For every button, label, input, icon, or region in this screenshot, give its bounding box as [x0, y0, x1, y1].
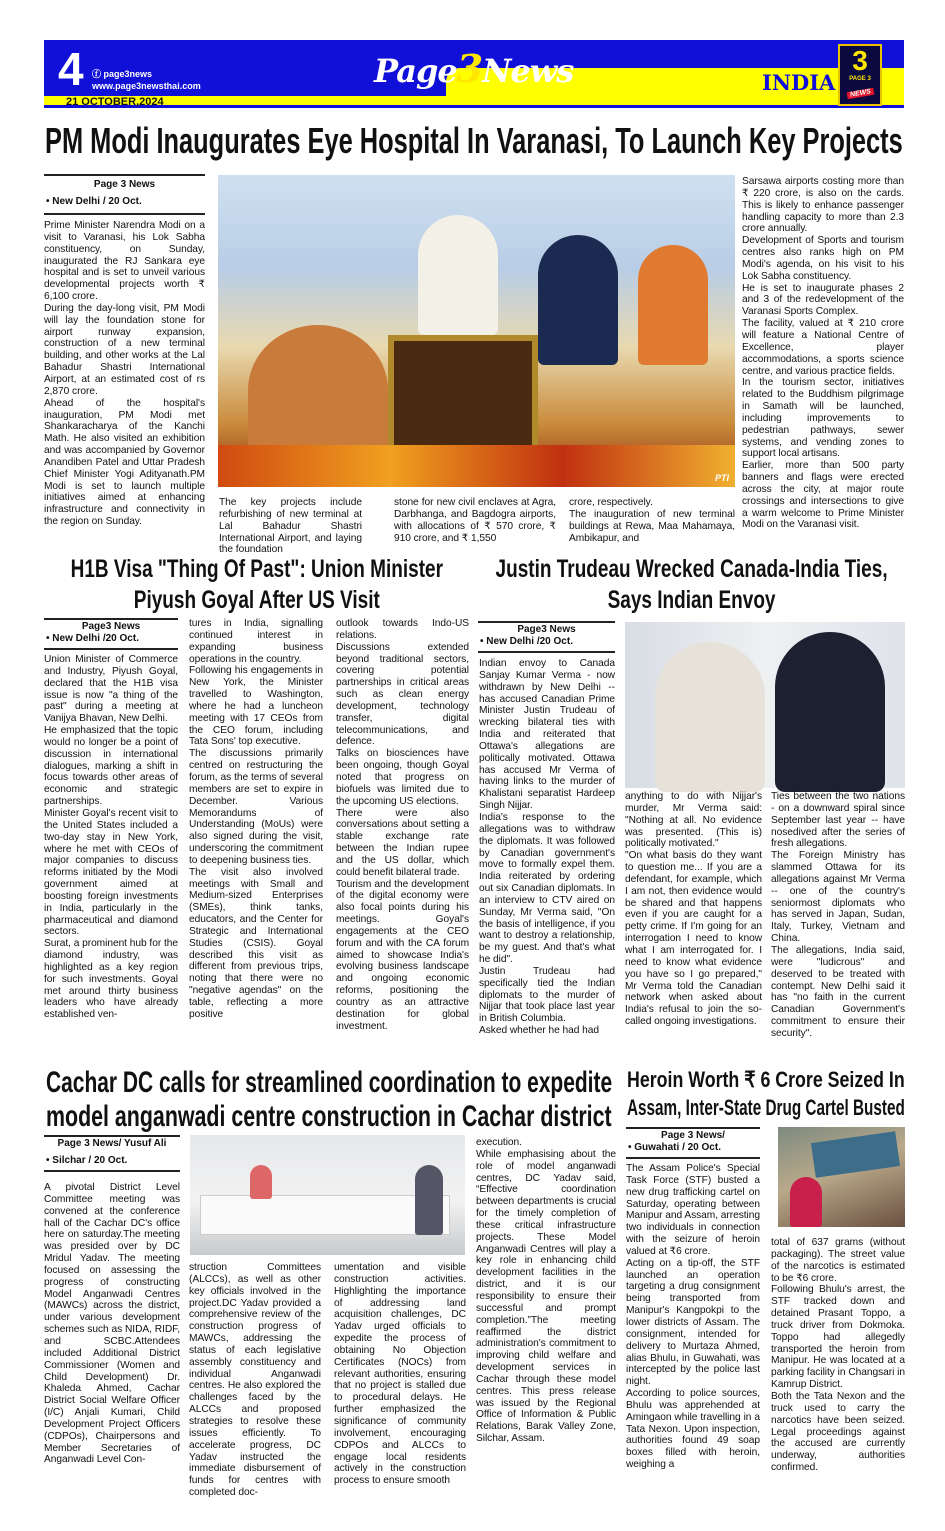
- article-photo: [190, 1135, 465, 1255]
- article-paragraph: Earlier, more than 500 party banners and flags were erected across the city, at major route crossings and intersections to give a warm welcome to Prime Minister Modi on the Varanasi visit.: [742, 460, 904, 531]
- photo-figure: [638, 245, 708, 365]
- article-paragraph: According to police sources, Bhulu was apprehended at Amingaon while travelling in a Tata Nexon. Upon inspection, authorities found 49 soap boxes filled with heroin, weighing a: [626, 1388, 760, 1471]
- article-paragraph: There were also conversations about setting a stable exchange rate between the Indian rupee and the US dollar, which could benefit bilateral trade.: [336, 807, 469, 878]
- social-handle[interactable]: [92, 67, 152, 80]
- date-strip: [44, 96, 904, 105]
- byline: [478, 621, 615, 653]
- article-column: [771, 1237, 905, 1490]
- article-photo: [218, 175, 735, 487]
- facebook-icon: ⓕ: [92, 69, 104, 79]
- article-paragraph: The facility, valued at ₹ 210 crore will feature a National Centre of Excellence, player accommodations, a sports science centre, and various practice fields.: [742, 318, 904, 377]
- article-paragraph: The visit also involved meetings with Small and Medium-sized Enterprises (SMEs), think tanks, educators, and the Center for Strategic and International Studies (CSIS). Goyal described this visit as different from previous trips, noting that there were no "negative agendas" on the table, reflecting a more positive: [189, 866, 323, 1020]
- news-source: Page 3 News: [93, 179, 156, 190]
- article-paragraph: umentation and visible construction activities. Highlighting the importance of addressing land acquisition challenges, DC Yadav urged officials to expedite the process of obtaining No Objection Certificates (NOCs) from relevant authorities, ensuring that no project is stalled due to procedural delays. He further emphasized the significance of community involvement, encouraging CDPOs and ALCCs to engage local residents actively in the construction process to ensure smooth: [334, 1262, 466, 1487]
- article-paragraph: In the tourism sector, initiatives related to the Buddhism pilgrimage in Samath will be launched, including improvements to pedestrian pathways, sewer systems, and vending zones to support local artisans.: [742, 377, 904, 460]
- masthead-word: Page: [374, 52, 457, 90]
- dateline: • New Delhi / 20 Oct.: [46, 196, 142, 207]
- news-source: Page3 News: [517, 624, 576, 635]
- logo-number: 3: [852, 45, 868, 76]
- article-paragraph: crore, respectively.: [569, 497, 653, 508]
- article-column: [336, 618, 469, 1050]
- article-paragraph: A pivotal District Level Committee meeting was convened at the conference hall of the Cachar DC's office here on saturday.The meeting was presided over by DC Mridul Yadav. The meeting focused on assessing the progress of constructing Model Anganwadi Centres (MAWCs) across the district, under various development schemes such as NIDA, RIDF, and SCBC.Attendees included Additional District Commissioner (Women and Child Development) Dr. Khaleda Ahmed, Cachar District Social Welfare Officer (I/C) Anjali Kumari, Child Development Project Officers (CDPOs), Chairpersons and Member Secretaries of Anganwadi Level Con-: [44, 1182, 180, 1466]
- article-paragraph: Discussions extended beyond traditional sectors, covering potential partnerships in critical areas such as clean energy development, technology transfer, digital telecommunications, and defence.: [336, 641, 469, 748]
- news-source: Page 3 News/: [661, 1130, 725, 1141]
- article-paragraph: Following his engagements in New York, the Minister travelled to Washington, where he had a luncheon meeting with 17 CEOs from the CEO forum, including Tata Sons' top executive.: [189, 665, 323, 748]
- article-column: [44, 220, 205, 545]
- dateline: • New Delhi /20 Oct.: [480, 636, 573, 647]
- article-column: [479, 658, 615, 1052]
- article-photo: [625, 622, 905, 788]
- byline: [44, 174, 205, 215]
- article-paragraph: Indian envoy to Canada Sanjay Kumar Verma - now withdrawn by New Delhi -- has accused Canadian Prime Minister Justin Trudeau of wrecking bilateral ties with India and reiterated that Ottawa's allegations are politically motivated. Ottawa has accused Mr Verma of having links to the murder of Khalistani separatist Hardeep Singh Nijjar.: [479, 658, 615, 812]
- photo-figure: [655, 642, 765, 792]
- photo-figure: [248, 325, 388, 455]
- dateline: • Guwahati / 20 Oct.: [628, 1142, 721, 1153]
- article-paragraph: During the day-long visit, PM Modi will lay the foundation stone for airport runway expansion, construction of a new terminal building, and other works at the Lal Bahadur Shastri International Airport, at an estimated cost of rs 2,870 crore.: [44, 302, 205, 397]
- headline-line: PM Modi Inaugurates Eye Hospital In Varanasi, To Launch Key Projects: [45, 120, 903, 161]
- article-paragraph: Ties between the two nations - on a downward spiral since September last year -- have nosedived after the series of fresh allegations.: [771, 791, 905, 850]
- article-paragraph: The Foreign Ministry has slammed Ottawa for its allegations against Mr Verma -- one of the country's seniormost diplomats who has served in Japan, Sudan, Italy, Turkey, Vietnam and China.: [771, 850, 905, 945]
- byline: [44, 1135, 180, 1172]
- article-paragraph: Surat, a prominent hub for the diamond industry, was highlighted as a key region for such investments. Goyal met around thirty business leaders who have already established ven-: [44, 938, 178, 1021]
- issue-date: 21 OCTOBER,2024: [66, 96, 164, 108]
- article-headline[interactable]: [46, 1066, 612, 1134]
- article-paragraph: Ahead of the hospital's inauguration, PM Modi met Shankaracharya of the Kanchi Math. He also visited an exhibition and was accompanied by Governor Anandiben Patel and Uttar Pradesh Chief Minister Yogi Adityanath.PM Modi is set to launch multiple initiatives aimed at enhancing infrastructure and connectivity in the region on Sunday.: [44, 397, 205, 528]
- article-column: [44, 654, 178, 1049]
- divider: [44, 105, 904, 108]
- website-link[interactable]: www.page3newsthai.com: [92, 81, 201, 91]
- article-paragraph: Both the Tata Nexon and the truck used to carry the narcotics have been seized. Legal proceedings against the accused are currently underway, authorities confirmed.: [771, 1390, 905, 1474]
- masthead-banner: [44, 40, 904, 108]
- logo-label: PAGE 3: [849, 76, 871, 82]
- photo-figure: [250, 1165, 272, 1199]
- dateline: • Silchar / 20 Oct.: [46, 1155, 128, 1166]
- article-column: [44, 1182, 180, 1492]
- logo-tag: NEWS: [846, 88, 874, 100]
- article-paragraph: anything to do with Nijjar's murder, Mr Verma said: "Nothing at all. No evidence was presented. (This is) politically motivated.": [625, 791, 762, 850]
- headline-line: Heroin Worth ₹ 6 Crore Seized In: [627, 1067, 905, 1092]
- article-paragraph: Following Bhulu's arrest, the STF tracked down and detained Prasant Toppo, a truck driver from Dokmoka. Toppo had allegedly transported the heroin from Manipur. He was located at a parking facility in Changsari in Kamrup District.: [771, 1284, 905, 1391]
- article-column: [626, 1163, 760, 1490]
- article-paragraph: outlook towards Indo-US relations.: [336, 618, 469, 641]
- headline-line: model anganwadi centre construction in Cachar district: [46, 1100, 612, 1133]
- article-paragraph: India's response to the allegations was to withdraw the diplomats. It was followed by Canadian government's move to formally expel them. India reiterated by ordering out six Canadian diplomats. In an interview to CTV aired on Sunday, Mr Verma said, "On the basis of intelligence, if you want to destroy a relationship, be my guest. And that's what he did".: [479, 811, 615, 966]
- photo-table: [200, 1195, 450, 1235]
- photo-figure: [415, 1165, 443, 1235]
- article-paragraph: Minister Goyal's recent visit to the United States included a two-day stay in New York, where he met with CEOs of major companies to discuss reforms initiated by the Modi government aimed at boosting foreign investments in India, particularly in the pharmaceutical and diamond sectors.: [44, 807, 178, 938]
- article-column: [189, 618, 323, 1050]
- article-column: [476, 1137, 616, 1489]
- article-paragraph: Acting on a tip-off, the STF launched an operation targeting a drug consignment being transported from Manipur's Kangpokpi to the lower districts of Assam. The consignment, intended for delivery to Murtaza Ahmed, alias Bhulu, in Guwahati, was intercepted by the police last night.: [626, 1257, 760, 1388]
- article-column: [189, 1262, 321, 1499]
- article-column: [771, 791, 905, 1053]
- article-paragraph: Prime Minister Narendra Modi on a visit to Varanasi, his Lok Sabha constituency, on Sunday, inaugurated the RJ Sankara eye hospital and is set to unveil various developmental projects worth ₹ 6,100 crore.: [44, 220, 205, 303]
- photo-figure: [418, 215, 498, 335]
- article-paragraph: tures in India, signalling continued interest in expanding business operations in the country.: [189, 618, 323, 665]
- byline: [44, 618, 178, 650]
- photo-figure: [538, 235, 618, 365]
- photo-seized-boxes: [811, 1131, 900, 1177]
- article-paragraph: stone for new civil enclaves at Agra, Darbhanga, and Bagdogra airports, with allocations of ₹ 570 crore, ₹ 910 crore, and ₹ 1,550: [394, 497, 556, 544]
- article-paragraph: "On what basis do they want to question me... If you are a defendant, for example, which I am not, then evidence would be shared and that happens even if you are caught for a petty crime. If I'm going for an interrogation I need to know what I am interrogated for. I need to know what evidence you have so I go prepared," Mr Verma told the Canadian network when asked about India's refusal to join the so-called ongoing investigations.: [625, 850, 762, 1028]
- article-headline[interactable]: [627, 1066, 905, 1122]
- article-paragraph: The key projects include refurbishing of new terminal at Lal Bahadur Shastri International Airport, and laying the foundation: [219, 497, 362, 556]
- masthead-three: 3: [456, 46, 483, 91]
- social-handle-text: page3news: [103, 69, 153, 79]
- article-column: [219, 497, 362, 556]
- news-source: Page3 News: [81, 621, 141, 632]
- dateline: • New Delhi /20 Oct.: [46, 633, 139, 644]
- brand-logo: [838, 44, 882, 106]
- article-headline[interactable]: [45, 120, 903, 162]
- article-paragraph: The inauguration of new terminal buildings at Rewa, Maa Mahamaya, Ambikapur, and: [569, 508, 735, 544]
- masthead-word: News: [482, 52, 574, 90]
- article-paragraph: execution.: [476, 1137, 522, 1148]
- article-column: [742, 176, 904, 546]
- article-column: [569, 497, 735, 547]
- headline-line: Cachar DC calls for streamlined coordination to expedite: [46, 1066, 613, 1099]
- article-paragraph: struction Committees (ALCCs), as well as other key officials involved in the project.DC Yadav provided a comprehensive review of the construction progress of MAWCs, addressing the status of each legislative assembly constituency and individual Anganwadi centres. He also explored the challenges faced by the ALCCs and proposed strategies to resolve these issues efficiently. To accelerate progress, DC Yadav instructed the immediate disbursement of funds for centres with completed doc-: [189, 1262, 321, 1499]
- article-paragraph: While emphasising about the role of model anganwadi centres, DC Yadav said, “Effective coordination between departments is crucial for the timely completion of these critical infrastructure projects. These Model Anganwadi Centres will play a key role in enhancing child development facilities in the district, and it is our responsibility to ensure their successful and prompt completion.”The meeting reaffirmed the district administration's commitment to improving child welfare and development services in Cachar through these model centres. This press release was issued by the Regional Office of Information & Public Relations, Barak Valley Zone, Silchar, Assam.: [476, 1148, 616, 1445]
- article-paragraph: total of 637 grams (without packaging). The street value of the narcotics is estimated to be ₹6 crore.: [771, 1237, 905, 1284]
- article-paragraph: Sarsawa airports costing more than ₹ 220 crore, is also on the cards. This is likely to enhance passenger handling capacity to more than 2.3 crore annually.: [742, 176, 904, 235]
- article-paragraph: Union Minister of Commerce and Industry, Piyush Goyal, declared that the H1B visa issue is now "a thing of the past" during a meeting at Vanijya Bhavan, New Delhi.: [44, 654, 178, 725]
- article-paragraph: Talks on biosciences have been ongoing, though Goyal noted that progress on biofuels was limited due to the upcoming US elections.: [336, 748, 469, 807]
- article-column: [334, 1262, 466, 1492]
- article-paragraph: He is set to inaugurate phases 2 and 3 of the redevelopment of the Varanasi Sports Complex.: [742, 282, 904, 318]
- section-label: INDIA: [762, 70, 836, 95]
- article-paragraph: Tourism and the development of the digital economy were also focal points during his meetings. Goyal's engagements at the CEO forum and with the CA forum aimed to showcase India's evolving business landscape and ongoing economic reforms, positioning the country as an attractive destination for global investment.: [336, 878, 469, 1032]
- article-photo: [778, 1127, 905, 1227]
- photo-figure: [775, 632, 885, 792]
- headline-line: Assam, Inter-State Drug Cartel Busted: [627, 1095, 905, 1120]
- photo-figure: [790, 1177, 822, 1227]
- article-paragraph: Development of Sports and tourism centres also ranks high on PM Modi's agenda, on his visit to his Lok Sabha constituency.: [742, 235, 904, 282]
- article-headline[interactable]: H1B Visa "Thing Of Past": Union Minister Piyush Goyal After US Visit: [70, 555, 443, 614]
- photo-credit: PTI: [714, 473, 729, 483]
- article-paragraph: He emphasized that the topic would no longer be a point of discussion in international dialogues, marking a shift in focus towards other areas of economic and strategic partnerships.: [44, 725, 178, 808]
- masthead-logo: [374, 46, 573, 91]
- article-headline[interactable]: Justin Trudeau Wrecked Canada-India Ties, Says Indian Envoy: [495, 555, 888, 614]
- news-source: Page 3 News/ Yusuf Ali: [57, 1138, 167, 1149]
- page-number: 4: [58, 43, 84, 95]
- article-column: [394, 497, 556, 547]
- article-column: [625, 791, 762, 1053]
- article-paragraph: The Assam Police's Special Task Force (STF) busted a new drug trafficking cartel on Saturday, operating between Manipur and Assam, arresting two individuals in connection with the seizure of heroin valued at ₹6 crore.: [626, 1163, 760, 1257]
- article-paragraph: The discussions primarily centred on restructuring the forum, as the terms of several members are set to expire in December. Various Memorandums of Understanding (MoUs) were also signed during the visit, underscoring the commitment to deepening business ties.: [189, 748, 323, 866]
- photo-flowers: [218, 445, 735, 487]
- article-paragraph: The allegations, India said, were "ludicrous" and deserved to be treated with contempt. New Delhi said it has "no faith in the current Canadian Government's commitment to ensure their security".: [771, 944, 905, 1039]
- byline: [626, 1127, 760, 1159]
- article-paragraph: Justin Trudeau had specifically tied the Indian diplomats to the murder of Nijjar that took place last year in British Columbia.: [479, 965, 615, 1025]
- article-paragraph: Asked whether he had had: [479, 1025, 600, 1037]
